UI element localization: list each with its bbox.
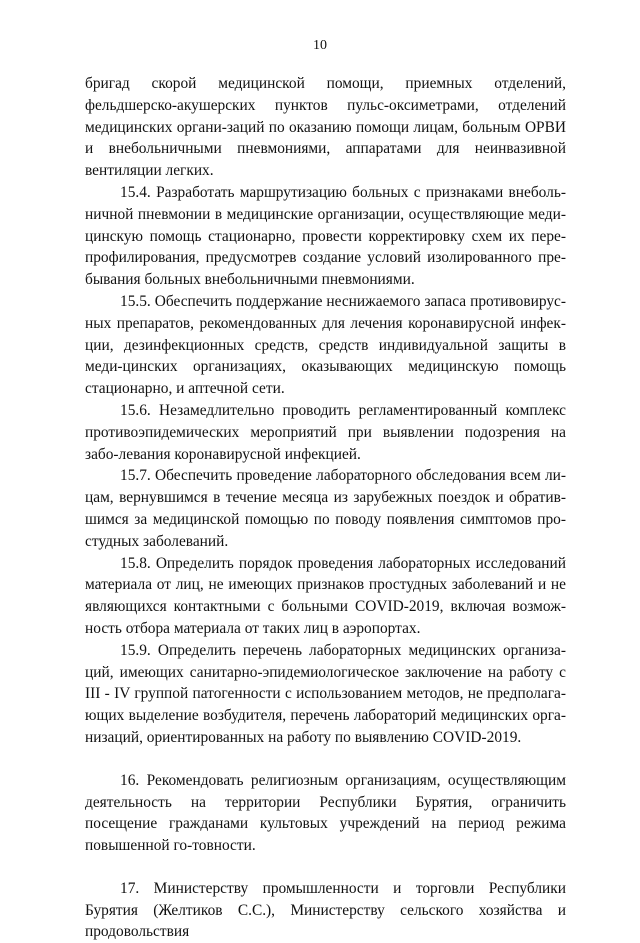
paragraph-15-6: 15.6. Незамедлительно проводить регламентированный комплекс противоэпидемических мероприятий при выявлении подозрения на забо-​левания коронавирусной инфекцией. xyxy=(85,401,566,463)
paragraph-15-7: 15.7. Обеспечить проведение лабораторного обследования всем ли-​цам, вернувшимся в течение месяца из зарубежных поездок и обратив-​шимся за медицинской помощью по поводу появления симптомов про-​студных заболеваний. xyxy=(85,467,566,550)
paragraph-15-8: 15.8. Определить порядок проведения лабораторных исследований материала от лиц, не имеющих признаков простудных заболеваний и не являющихся контактными с больными COVID-2019, включая возмож-​ность отбора материала от таких лиц в аэропортах. xyxy=(85,554,566,637)
paragraph-15-5: 15.5. Обеспечить поддержание неснижаемого запаса противовирус-​ных препаратов, рекомендованных для лечения коронавирусной инфек-​ции, дезинфекционных средств, средств индивидуальной защиты в меди-​цинских организациях, оказывающих медицинскую помощь стационарно, и аптечной сети. xyxy=(85,292,566,398)
paragraph-continuation: бригад скорой медицинской помощи, приемных отделений, фельдшерско-​акушерских пунктов пульс-оксиметрами, отделений медицинских органи-​заций по оказанию помощи лицам, больным ОРВИ и внебольничными пневмониями, аппаратами для неинвазивной вентиляции легких. xyxy=(85,75,566,180)
document-body xyxy=(85,73,566,943)
page-number: 10 xyxy=(313,38,327,53)
paragraph-16: 16. Рекомендовать религиозным организациям, осуществляющим деятельность на территории Республики Бурятия, ограничить посещение гражданами культовых учреждений на период режима повышенной го-​товности. xyxy=(85,771,566,855)
paragraph-15-9: 15.9. Определить перечень лабораторных медицинских организа-​ций, имеющих санитарно-эпидемиологическое заключение на работу с III - IV группой патогенности с использованием методов, не предполага-​ющих выделение возбудителя, перечень лабораторий медицинских орга-​низаций, ориентированных на работу по выявлению COVID-2019. xyxy=(85,641,566,746)
paragraph-17: 17. Министерству промышленности и торговли Республики Бурятия (Желтиков С.С.), Министерству сельского хозяйства и продовольствия xyxy=(85,879,566,941)
paragraph-15-4: 15.4. Разработать маршрутизацию больных с признаками внеболь-​ничной пневмонии в медицинские организации, осуществляющие меди-​цинскую помощь стационарно, провести корректировку схем их пере-​профилирования, предусмотрев создание условий изолированного пре-​бывания больных внебольничными пневмониями. xyxy=(85,183,566,289)
